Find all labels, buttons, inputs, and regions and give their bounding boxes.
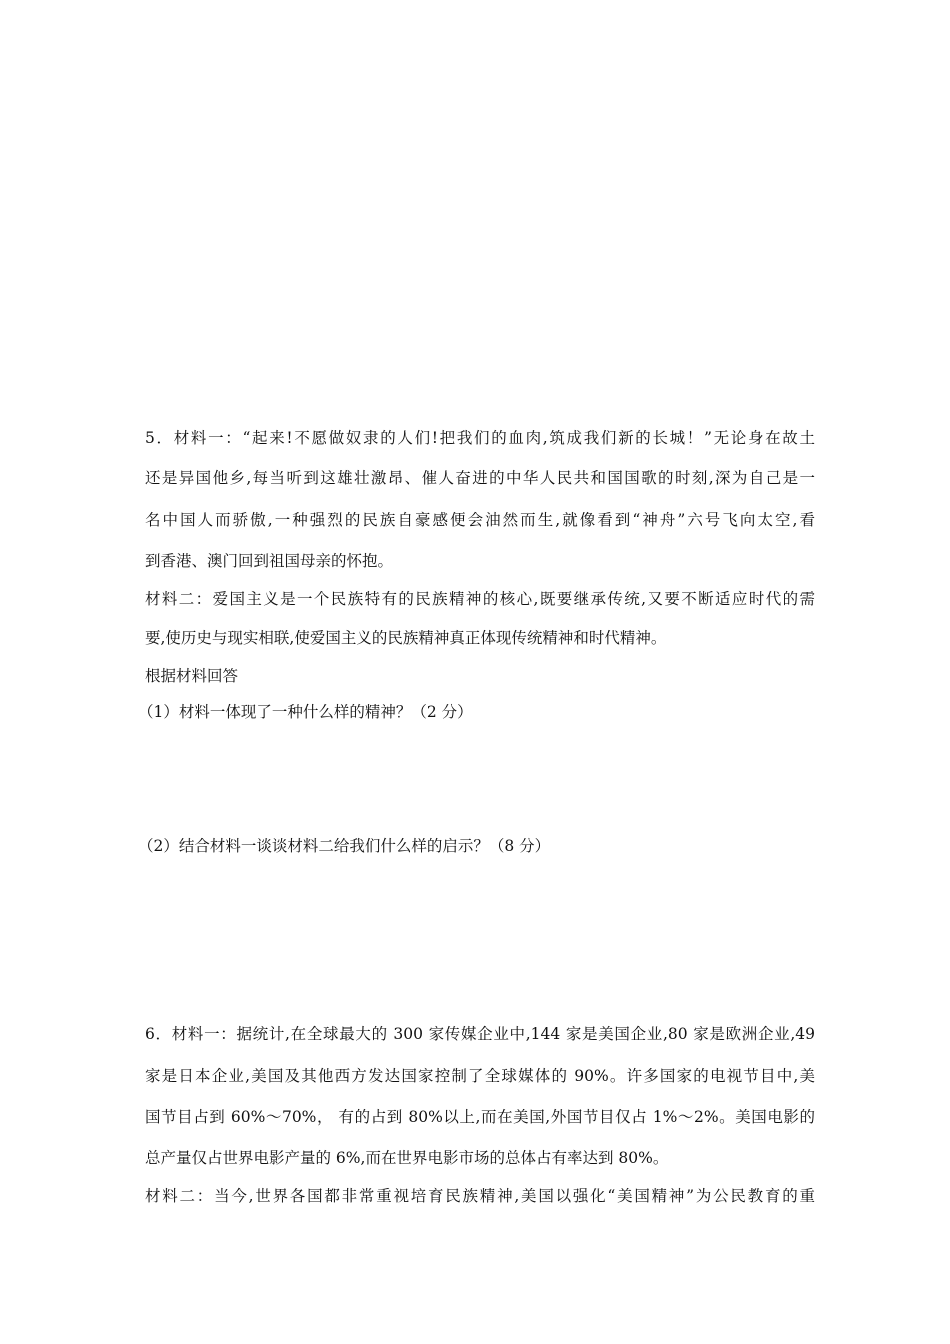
q5-line-5: 材料二：爱国主义是一个民族特有的民族精神的核心,既要继承传统,又要不断适应时代的需 [145, 590, 815, 608]
q5-line-6: 要,使历史与现实相联,使爱国主义的民族精神真正体现传统精神和时代精神。 [145, 629, 667, 647]
q6-line-5: 材料二：当今,世界各国都非常重视培育民族精神,美国以强化“美国精神”为公民教育的重 [145, 1187, 815, 1205]
q6-line-2: 家是日本企业,美国及其他西方发达国家控制了全球媒体的 90%。许多国家的电视节目中,美 [145, 1067, 815, 1085]
q5-line-3: 名中国人而骄傲,一种强烈的民族自豪感便会油然而生,就像看到“神舟”六号飞向太空,看 [145, 511, 815, 529]
q6-line-3: 国节目占到 60%～70%， 有的占到 80%以上,而在美国,外国节目仅占 1%～2%。美国电影的 [145, 1108, 815, 1126]
q6-line-1: 6．材料一：据统计,在全球最大的 300 家传媒企业中,144 家是美国企业,80 家是欧洲企业,49 [145, 1025, 815, 1043]
q5-line-4: 到香港、澳门回到祖国母亲的怀抱。 [145, 552, 394, 570]
q5-line-7: 根据材料回答 [145, 667, 239, 685]
q6-line-4: 总产量仅占世界电影产量的 6%,而在世界电影市场的总体占有率达到 80%。 [145, 1149, 669, 1167]
q5-line-1: 5．材料一：“起来!不愿做奴隶的人们!把我们的血肉,筑成我们新的长城！”无论身在故土 [145, 429, 815, 447]
q5-line-2: 还是异国他乡,每当听到这雄壮激昂、催人奋进的中华人民共和国国歌的时刻,深为自己是一 [145, 469, 815, 487]
q5-sub-question-1: （1）材料一体现了一种什么样的精神？（2 分） [138, 703, 473, 721]
q5-sub-question-2: （2）结合材料一谈谈材料二给我们什么样的启示？（8 分） [138, 837, 551, 855]
